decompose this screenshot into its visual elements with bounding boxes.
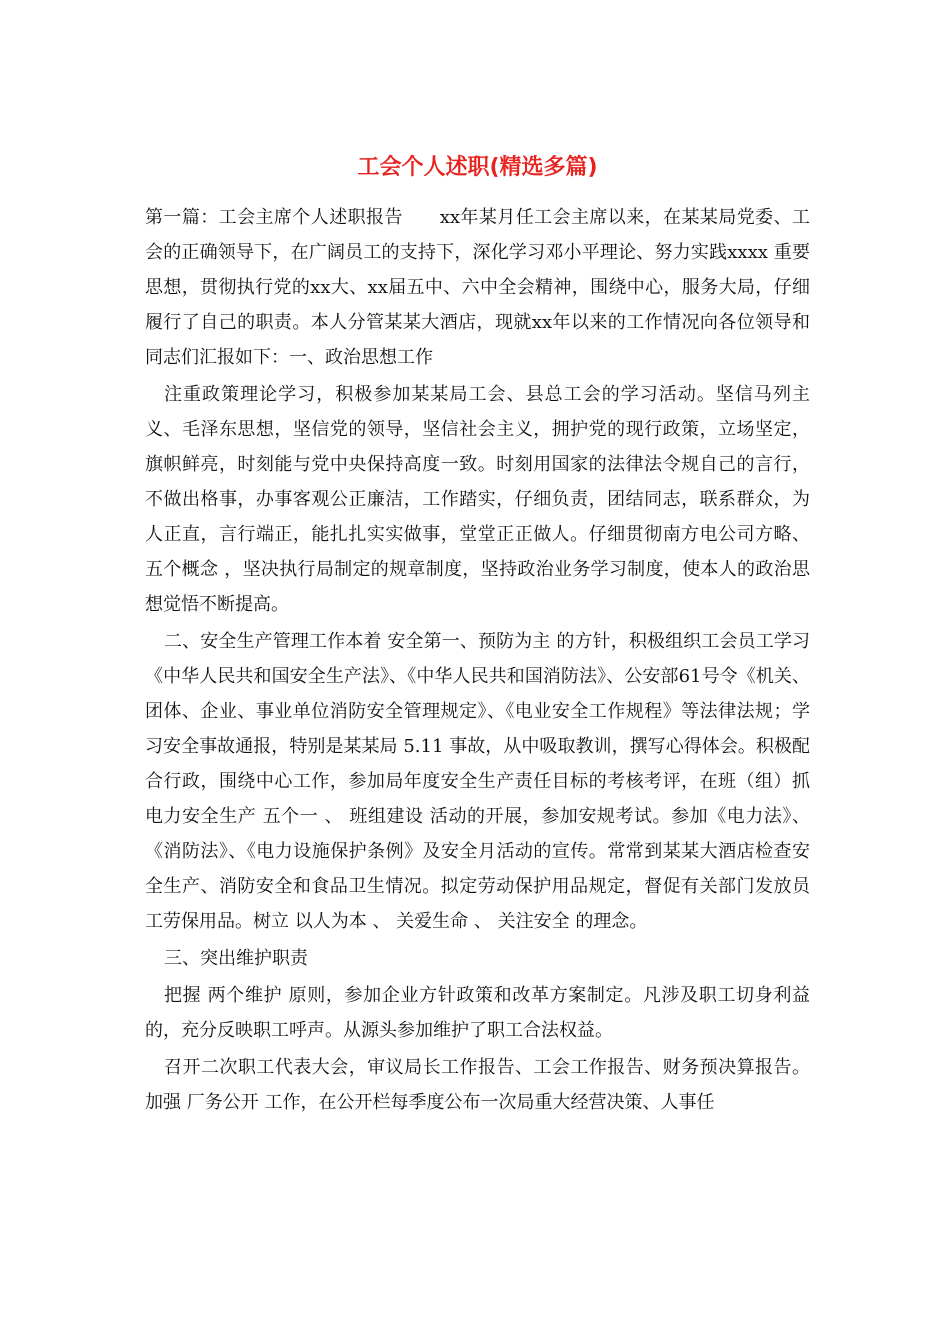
paragraph-3: 二、安全生产管理工作本着 安全第一、预防为主 的方针，积极组织工会员工学习《中华人民共和国安全生产法》、《中华人民共和国消防法》、公安部61号令《机关、团体、企业、事业单位消防安全管理规定》、《电业安全工作规程》等法律法规；学习安全事故通报，特别是某某局 5.11 事故，从中吸取教训，撰写心得体会。积极配合行政，围绕中心工作，参加局年度安全生产责任目标的考核考评，在班（组）抓电力安全生产 五个一 、 班组建设 活动的开展，参加安规考试。参加《电力法》、《消防法》、《电力设施保护条例》及安全月活动的宣传。常常到某某大酒店检查安全生产、消防安全和食品卫生情况。拟定劳动保护用品规定，督促有关部门发放员工劳保用品。树立 以人为本 、 关爱生命 、 关注安全 的理念。	[145, 631, 810, 932]
paragraph-4: 把握 两个维护 原则，参加企业方针政策和改革方案制定。凡涉及职工切身利益的，充分反映职工呼声。从源头参加维护了职工合法权益。	[145, 985, 810, 1041]
paragraph-2: 注重政策理论学习，积极参加某某局工会、县总工会的学习活动。坚信马列主义、毛泽东思想，坚信党的领导，坚信社会主义，拥护党的现行政策，立场坚定，旗帜鲜亮，时刻能与党中央保持高度一致。时刻用国家的法律法令规自己的言行，不做出格事，办事客观公正廉洁，工作踏实，仔细负责，团结同志，联系群众，为人正直，言行端正，能扎扎实实做事，堂堂正正做人。仔细贯彻南方电公司方略、 五个概念 ，坚决执行局制定的规章制度，坚持政治业务学习制度，使本人的政治思想觉悟不断提高。	[145, 384, 810, 615]
paragraph-1: 第一篇：工会主席个人述职报告 xx年某月任工会主席以来，在某某局党委、工会的正确领导下，在广阔员工的支持下，深化学习邓小平理论、努力实践xxxx 重要思想，贯彻执行党的xx大、xx届五中、六中全会精神，围绕中心，服务大局，仔细履行了自己的职责。本人分管某某大酒店，现就xx年以来的工作情况向各位领导和同志们汇报如下：一、政治思想工作	[145, 207, 810, 368]
section-heading-3: 三、突出维护职责	[164, 948, 308, 969]
document-title: 工会个人述职(精选多篇)	[357, 155, 598, 180]
document-page	[145, 146, 810, 1122]
paragraph-5: 召开二次职工代表大会，审议局长工作报告、工会工作报告、财务预决算报告。加强 厂务公开 工作，在公开栏每季度公布一次局重大经营决策、人事任	[145, 1057, 810, 1113]
